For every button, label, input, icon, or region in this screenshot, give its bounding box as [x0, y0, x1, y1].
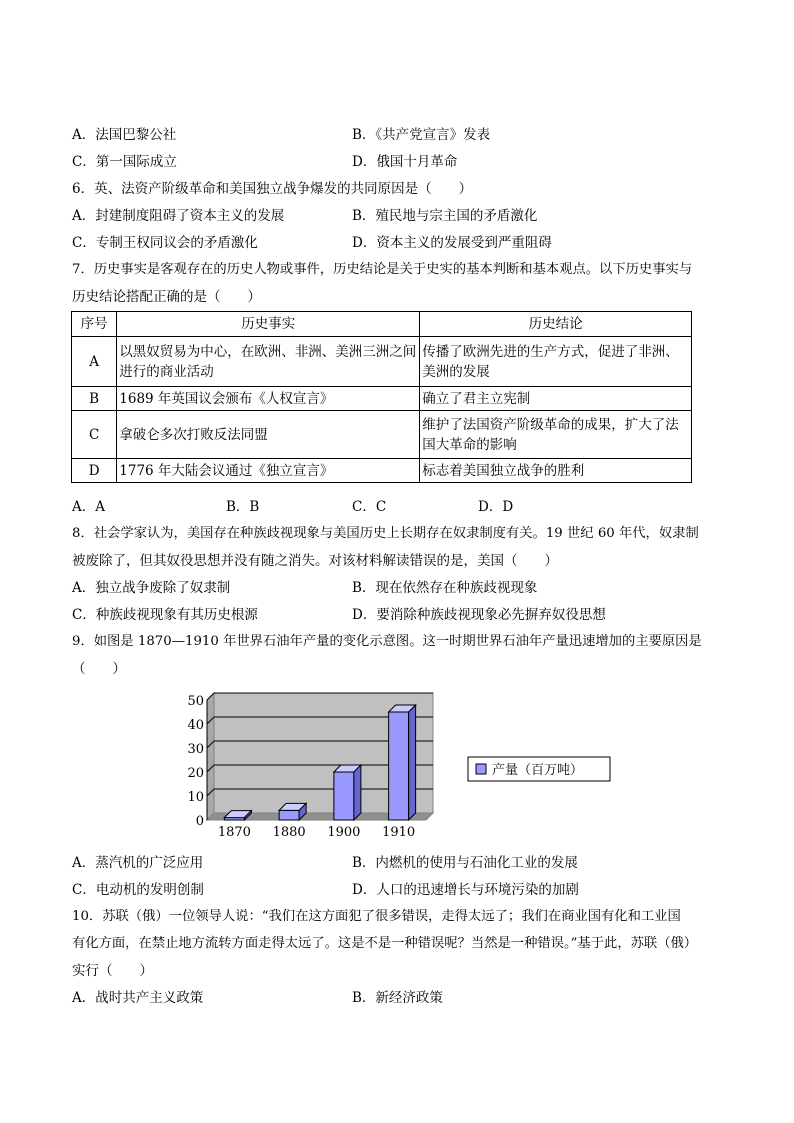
q5-option-c: C．第一国际成立	[72, 154, 177, 170]
bar-1880	[279, 803, 306, 820]
q8-stem-line1: 8．社会学家认为，美国存在种族歧视现象与美国历史上长期存在奴隶制度有关。19 世纪 60 年代，奴隶制	[72, 526, 699, 541]
row-index: A	[72, 337, 117, 387]
q9-option-b: B．内燃机的使用与石油化工业的发展	[352, 855, 578, 871]
q8-option-c: C．种族歧视现象有其历史根源	[72, 607, 258, 623]
legend-swatch	[476, 764, 486, 774]
x-tick-label: 1910	[382, 825, 416, 840]
q7-option-c: C．C	[352, 499, 387, 515]
q8-option-a: A．独立战争废除了奴隶制	[72, 580, 231, 596]
y-tick-label: 10	[187, 790, 204, 805]
bar-side	[409, 705, 416, 820]
row-fact: 1776 年大陆会议通过《独立宣言》	[117, 459, 420, 483]
header-fact: 历史事实	[117, 312, 420, 337]
row-index: D	[72, 459, 117, 483]
legend-label: 产量（百万吨）	[492, 763, 584, 778]
q6-stem: 6．英、法资产阶级革命和美国独立战争爆发的共同原因是（ ）	[72, 181, 473, 197]
table-row	[72, 411, 692, 459]
q7-option-b: B．B	[226, 499, 260, 515]
bar-1900	[334, 765, 361, 820]
q10-stem-line3: 实行（ ）	[72, 963, 153, 979]
row-conclusion: 确立了君主立宪制	[420, 387, 692, 411]
q10-option-b: B．新经济政策	[352, 990, 443, 1006]
chart-legend	[468, 757, 610, 781]
q10-stem-line1: 10．苏联（俄）一位领导人说：“我们在这方面犯了很多错误，走得太远了；我们在商业国有化和工业国	[72, 909, 681, 924]
q9-option-c: C．电动机的发明创制	[72, 882, 204, 898]
q9-stem-line2: （ ）	[72, 661, 126, 677]
q9-option-d: D．人口的迅速增长与环境污染的加剧	[352, 882, 579, 898]
row-fact: 1689 年英国议会颁布《人权宣言》	[117, 387, 420, 411]
bar-front	[334, 772, 354, 820]
header-conclusion: 历史结论	[420, 312, 692, 337]
q8-option-b: B．现在依然存在种族歧视现象	[352, 580, 538, 596]
row-fact: 以黑奴贸易为中心，在欧洲、非洲、美洲三洲之间进行的商业活动	[117, 337, 420, 387]
table-row	[72, 337, 692, 387]
y-tick-label: 30	[187, 742, 204, 757]
q7-stem-line1: 7．历史事实是客观存在的历史人物或事件，历史结论是关于史实的基本判断和基本观点。以下历史事实与	[72, 262, 693, 277]
y-tick-label: 20	[187, 766, 204, 781]
q9-option-a: A．蒸汽机的广泛应用	[72, 855, 204, 871]
q9-stem-line1: 9．如图是 1870—1910 年世界石油年产量的变化示意图。这一时期世界石油年产量迅速增加的主要原因是	[72, 634, 702, 649]
row-conclusion: 传播了欧洲先进的生产方式，促进了非洲、美洲的发展	[420, 337, 692, 387]
row-index: B	[72, 387, 117, 411]
y-tick-label: 40	[187, 718, 204, 733]
row-index: C	[72, 411, 117, 459]
chart-side-wall	[207, 693, 214, 820]
q10-option-a: A．战时共产主义政策	[72, 990, 204, 1006]
q7-option-a: A．A	[72, 499, 105, 515]
history-table	[71, 311, 692, 483]
bar-front	[279, 810, 299, 820]
q6-option-c: C．专制王权同议会的矛盾激化	[72, 235, 258, 251]
q5-option-d: D．俄国十月革命	[352, 154, 458, 170]
q6-option-d: D．资本主义的发展受到严重阻碍	[352, 235, 552, 251]
q6-option-b: B．殖民地与宗主国的矛盾激化	[352, 208, 538, 224]
q10-stem-line2: 有化方面，在禁止地方流转方面走得太远了。这是不是一种错误呢？当然是一种错误。”基于此，苏联（俄）	[72, 936, 698, 951]
bar-front	[389, 712, 409, 820]
chart-y-ticks	[187, 694, 204, 829]
q8-stem-line2: 被废除了，但其奴役思想并没有随之消失。对该材料解读错误的是，美国（ ）	[72, 553, 558, 569]
row-conclusion: 标志着美国独立战争的胜利	[420, 459, 692, 483]
table-row	[72, 459, 692, 483]
row-conclusion: 维护了法国资产阶级革命的成果，扩大了法国大革命的影响	[420, 411, 692, 459]
x-tick-label: 1900	[327, 825, 361, 840]
q7-option-d: D．D	[478, 499, 514, 515]
chart-x-ticks	[218, 825, 415, 840]
table-header-row	[72, 312, 692, 337]
q6-option-a: A．封建制度阻碍了资本主义的发展	[72, 208, 285, 224]
q7-stem-line2: 历史结论搭配正确的是（ ）	[72, 289, 261, 305]
table-row	[72, 387, 692, 411]
q8-option-d: D．要消除种族歧视现象必先摒弃奴役思想	[352, 607, 606, 623]
y-tick-label: 0	[195, 814, 204, 829]
row-fact: 拿破仑多次打败反法同盟	[117, 411, 420, 459]
x-tick-label: 1870	[217, 825, 251, 840]
oil-production-chart	[180, 683, 620, 845]
header-index: 序号	[72, 312, 117, 337]
y-tick-label: 50	[187, 694, 204, 709]
bar-side	[354, 765, 361, 820]
bar-1910	[389, 705, 416, 820]
q5-option-a: A．法国巴黎公社	[72, 127, 177, 143]
q5-option-b: B．《共产党宣言》发表	[352, 127, 491, 143]
x-tick-label: 1880	[272, 825, 306, 840]
